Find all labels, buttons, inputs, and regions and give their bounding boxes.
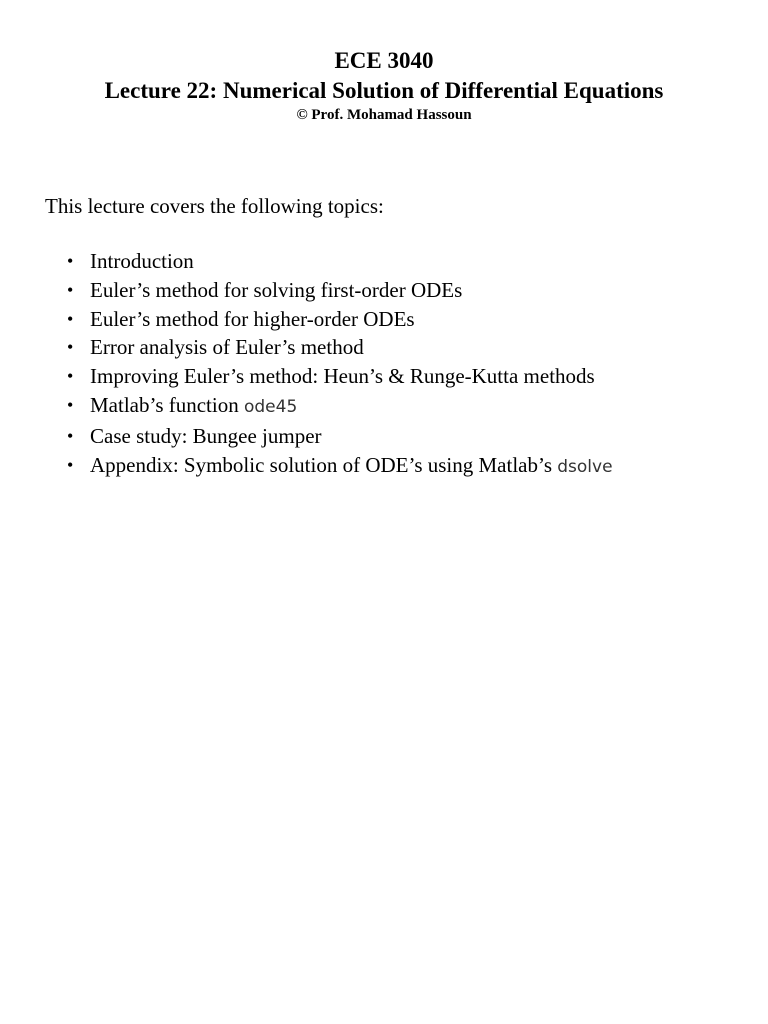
lecture-title: Lecture 22: Numerical Solution of Differential Equations (104, 78, 664, 103)
bullet-icon: • (67, 337, 74, 358)
bullet-icon: • (67, 308, 74, 329)
topic-text: Improving Euler’s method: Heun’s & Runge-Kutta methods (90, 364, 595, 389)
bullet-icon: • (67, 279, 74, 300)
topic-item (67, 391, 613, 422)
document-header (0, 46, 768, 124)
code-function-name: dsolve (557, 456, 613, 477)
topic-text: Error analysis of Euler’s method (90, 335, 364, 360)
topic-item (67, 276, 613, 305)
topic-text: Appendix: Symbolic solution of ODE’s using Matlab’s (90, 452, 558, 477)
topic-text: Euler’s method for solving first-order ODEs (90, 277, 463, 302)
topic-text: Euler’s method for higher-order ODEs (90, 306, 415, 331)
topic-list (67, 247, 613, 481)
intro-text: This lecture covers the following topics: (45, 194, 384, 218)
course-number: ECE 3040 (334, 48, 434, 73)
bullet-icon: • (67, 394, 74, 415)
topic-item (67, 422, 613, 451)
bullet-icon: • (67, 425, 74, 446)
bullet-icon: • (67, 366, 74, 387)
topic-text: Matlab’s function (90, 392, 244, 417)
topic-item (67, 451, 613, 482)
author-credit: © Prof. Mohamad Hassoun (296, 107, 472, 123)
code-function-name: ode45 (243, 396, 298, 417)
topic-text: Case study: Bungee jumper (90, 423, 322, 448)
topic-item (67, 333, 613, 362)
topic-item (67, 305, 613, 334)
topic-text: Introduction (90, 249, 194, 273)
bullet-icon: • (67, 454, 74, 475)
topic-item (67, 247, 613, 276)
bullet-icon: • (67, 251, 74, 271)
topic-item (67, 362, 613, 391)
